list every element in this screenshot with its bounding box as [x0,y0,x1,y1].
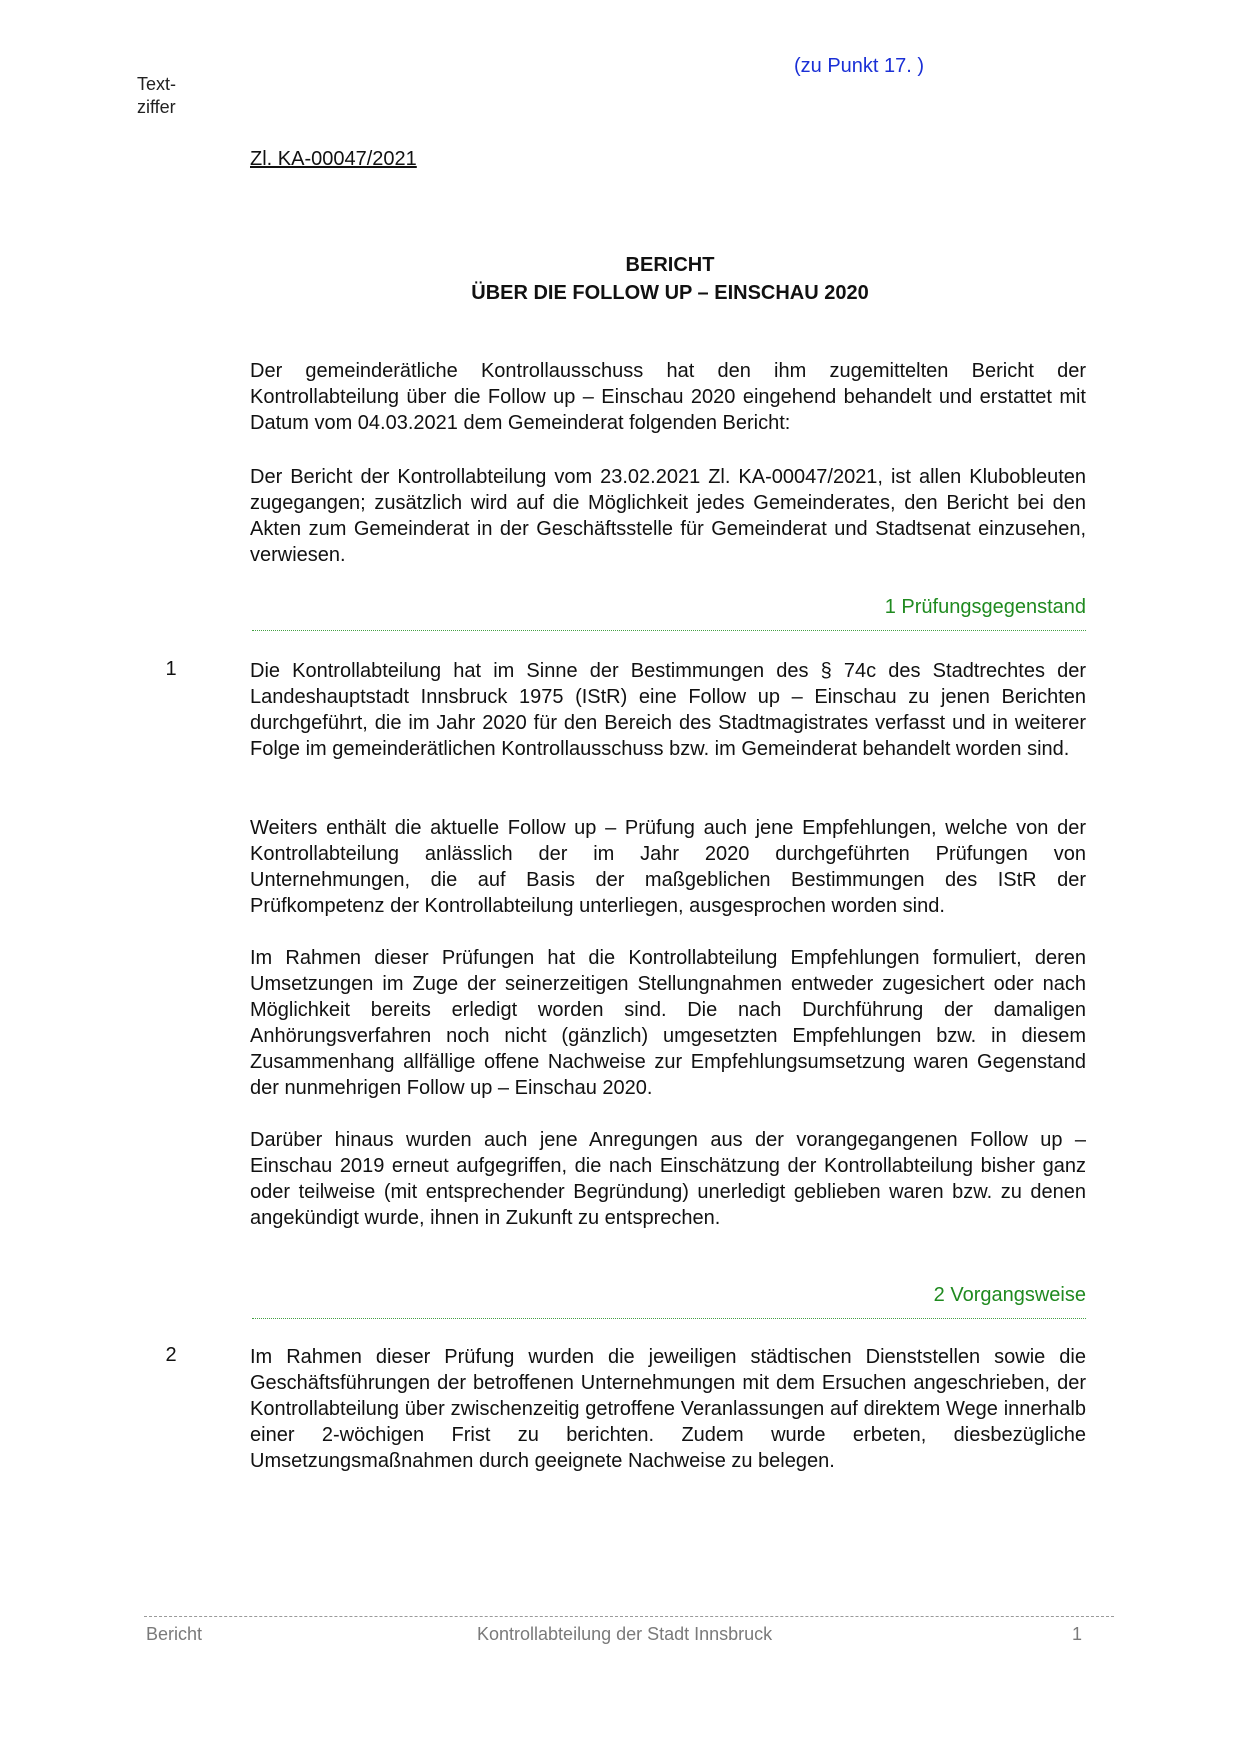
footer-left: Bericht [146,1624,203,1644]
intro-paragraph: Der gemeinderätliche Kontrollausschuss hat den ihm zugemittelten Bericht der Kontrollabteilung über die Follow up – Einschau 2020 eingehend behandelt und erstattet mit Datum vom 04.03.2021 dem Gemeinderat folgenden Bericht: [250,360,1086,434]
agenda-reference: (zu Punkt 17. ) [794,55,925,77]
page-number: 1 [1072,1624,1083,1644]
report-subtitle: ÜBER DIE FOLLOW UP – EINSCHAU 2020 [471,282,869,304]
footer-center: Kontrollabteilung der Stadt Innsbruck [477,1624,773,1644]
reference-number: Zl. KA-00047/2021 [250,148,417,170]
textziffer-number: 2 [165,1344,177,1366]
section-heading: 2 Vorgangsweise [933,1284,1086,1306]
section-paragraph: Im Rahmen dieser Prüfungen hat die Kontrollabteilung Empfehlungen formuliert, deren Umsetzungen im Zuge der seinerzeitigen Stellungnahmen entweder zugesichert oder nach Möglichkeit bereits erledigt worden sind. Die nach Durchführung der damaligen Anhörungsverfahren noch nicht (gänzlich) umgesetzten Empfehlungen bzw. in diesem Zusammenhang allfällige offene Nachweise zur Empfehlungsumsetzung waren Gegenstand der nunmehrigen Follow up – Einschau 2020. [250,947,1086,1099]
section-heading: 1 Prüfungsgegenstand [884,596,1086,618]
footer-divider [144,1616,1114,1617]
section-paragraph: Die Kontrollabteilung hat im Sinne der Bestimmungen des § 74c des Stadtrechtes der Landeshauptstadt Innsbruck 1975 (IStR) eine Follow up – Einschau zu jenen Berichten durchgeführt, die im Jahr 2020 für den Bereich des Stadtmagistrates verfasst und in weiterer Folge im gemeinderätlichen Kontrollausschuss bzw. im Gemeinderat behandelt worden sind. [250,660,1086,760]
section-paragraph: Darüber hinaus wurden auch jene Anregungen aus der vorangegangenen Follow up – Einschau 2019 erneut aufgegriffen, die nach Einschätzung der Kontrollabteilung bisher ganz oder teilweise (mit entsprechender Begründung) unerledigt geblieben waren bzw. zu denen angekündigt wurde, ihnen in Zukunft zu entsprechen. [250,1129,1086,1229]
intro-paragraph: Der Bericht der Kontrollabteilung vom 23.02.2021 Zl. KA-00047/2021, ist allen Klubobleuten zugegangen; zusätzlich wird auf die Möglichkeit jedes Gemeinderates, den Bericht bei den Akten zum Gemeinderat in der Geschäftsstelle für Gemeinderat und Stadtsenat einzusehen, verwiesen. [250,466,1086,566]
textziffer-number: 1 [165,658,177,680]
section-paragraph: Im Rahmen dieser Prüfung wurden die jeweiligen städtischen Dienststellen sowie die Geschäftsführungen der betroffenen Unternehmungen mit dem Ersuchen angeschrieben, der Kontrollabteilung über zwischenzeitig getroffene Veranlassungen auf direktem Wege innerhalb einer 2-wöchigen Frist zu berichten. Zudem wurde erbeten, diesbezügliche Umsetzungsmaßnahmen durch geeignete Nachweise zu belegen. [250,1346,1086,1472]
section-divider [252,1318,1086,1319]
margin-label-textziffer: Text- ziffer [137,74,177,117]
section-divider [252,630,1086,631]
section-paragraph: Weiters enthält die aktuelle Follow up – Prüfung auch jene Empfehlungen, welche von der Kontrollabteilung anlässlich der im Jahr 2020 durchgeführten Prüfungen von Unternehmungen, die auf Basis der maßgeblichen Bestimmungen des IStR der Prüfkompetenz der Kontrollabteilung unterliegen, ausgesprochen worden sind. [250,817,1086,917]
report-title: BERICHT [625,254,715,276]
